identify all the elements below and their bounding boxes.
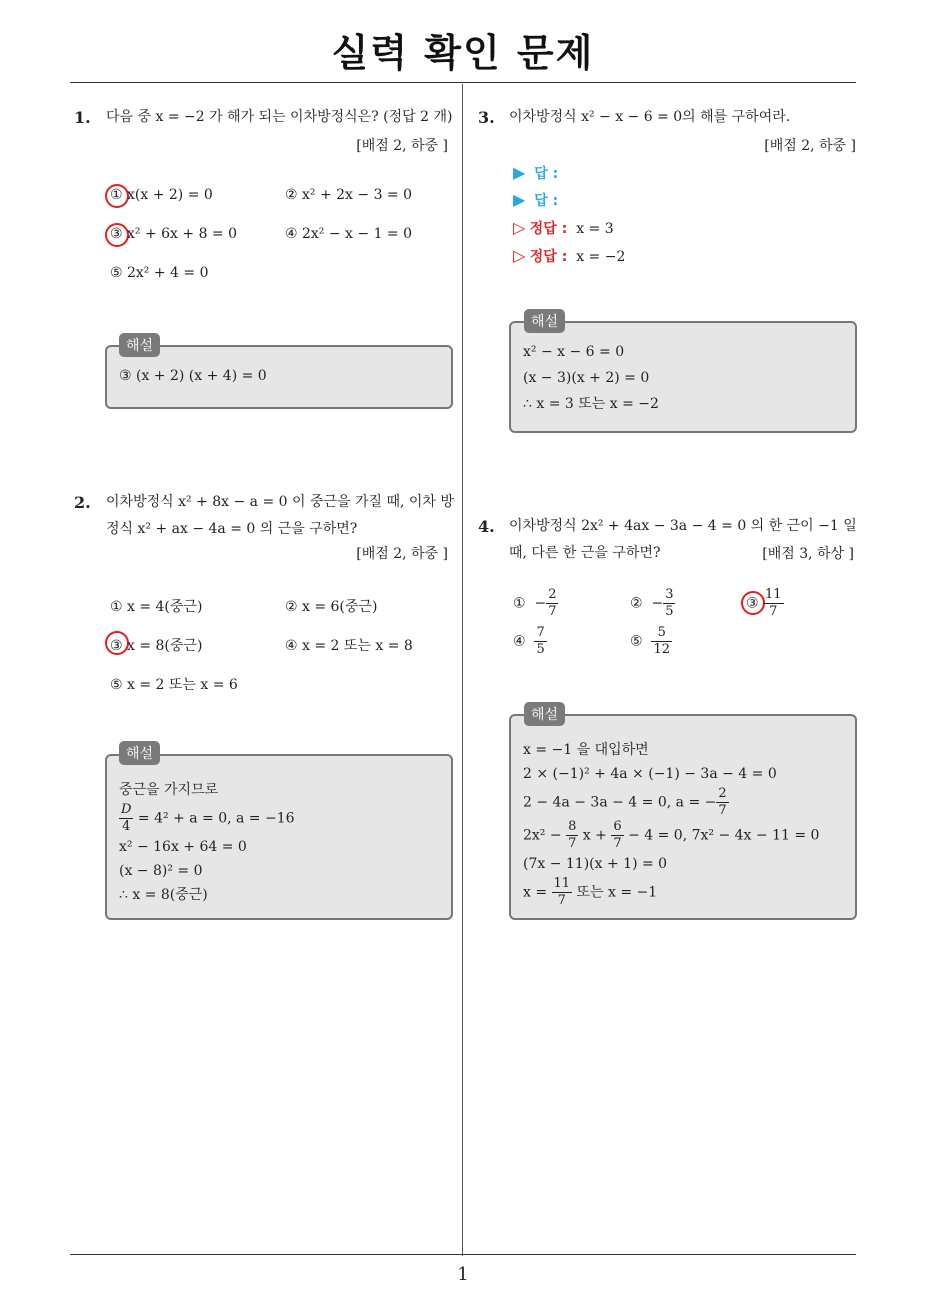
triangle-outline-icon: ▷ — [513, 246, 526, 265]
top-divider — [70, 82, 856, 83]
explanation-tag: 해설 — [119, 741, 160, 765]
explanation-box — [105, 754, 453, 920]
explanation-line: 중근을 가지므로 — [119, 782, 219, 798]
score-label: [배점 2, 하중 ] — [764, 138, 856, 154]
explanation-line: (7x − 11)(x + 1) = 0 — [523, 856, 668, 872]
explanation-box — [509, 321, 857, 433]
column-divider — [462, 84, 463, 1256]
question-text: 이차방정식 x² + 8x − a = 0 이 중근을 가질 때, 이차 방정식 x² + ax − 4a = 0 의 근을 구하면? — [106, 494, 454, 537]
explanation-line: x² − x − 6 = 0 — [523, 344, 625, 360]
question-number: 2. — [74, 493, 91, 512]
choice-1[interactable]: ① x(x + 2) = 0 — [110, 187, 213, 203]
explanation-line: x = −1 을 대입하면 — [523, 742, 649, 758]
choice-5[interactable]: ⑤ 2x² + 4 = 0 — [110, 265, 209, 281]
choice-4[interactable]: ④ 2x² − x − 1 = 0 — [285, 226, 413, 242]
page-number: 1 — [457, 1264, 469, 1285]
explanation-line: x² − 16x + 64 = 0 — [119, 839, 247, 855]
question-number: 1. — [74, 108, 91, 127]
fraction: $\frac{D}{4}$ — [121, 802, 132, 834]
choice-2[interactable]: ② x² + 2x − 3 = 0 — [285, 187, 413, 203]
explanation-line: ∴ x = 3 또는 x = −2 — [523, 396, 659, 412]
answer-line-2: ▶ 답 : — [513, 190, 559, 209]
bottom-divider — [70, 1254, 856, 1255]
explanation-line: ③ (x + 2) (x + 4) = 0 — [119, 368, 267, 384]
page-title: 실력 확인 문제 — [331, 31, 595, 75]
correct-answer-2: ▷ 정답 : x = −2 — [513, 246, 626, 265]
choice-2[interactable]: ② − $\frac{3}{5}$ — [630, 587, 674, 619]
explanation-line: (x − 8)² = 0 — [119, 863, 203, 879]
play-icon: ▶ — [513, 190, 526, 209]
choice-2[interactable]: ② x = 6(중근) — [285, 599, 378, 615]
question-text: 이차방정식 x² − x − 6 = 0의 해를 구하여라. — [509, 109, 791, 125]
score-label: [배점 3, 하상 ] — [762, 546, 854, 562]
explanation-line: 2x² − $\frac{8}{7}$ x + $\frac{6}{7}$ − 4 = 0, 7x² − 4x − 11 = 0 — [523, 819, 820, 851]
correct-answer-1: ▷ 정답 : x = 3 — [513, 218, 614, 237]
explanation-line: 2 − 4a − 3a − 4 = 0, a = − $\frac{2}{7}$ — [523, 786, 727, 818]
choice-3[interactable]: ③ x = 8(중근) — [110, 638, 203, 654]
question-text: 이차방정식 2x² + 4ax − 3a − 4 = 0 의 한 근이 −1 일 때, 다른 한 근을 구하면? — [509, 518, 857, 561]
explanation-line: ∴ x = 8(중근) — [119, 887, 208, 903]
score-label: [배점 2, 하중 ] — [356, 546, 448, 562]
choice-1[interactable]: ① x = 4(중근) — [110, 599, 203, 615]
question-text: 다음 중 x = −2 가 해가 되는 이차방정식은? (정답 2 개) — [106, 109, 453, 125]
question-number: 4. — [478, 517, 495, 536]
triangle-outline-icon: ▷ — [513, 218, 526, 237]
play-icon: ▶ — [513, 163, 526, 182]
choice-5[interactable]: ⑤ x = 2 또는 x = 6 — [110, 677, 238, 693]
score-label: [배점 2, 하중 ] — [356, 138, 448, 154]
explanation-tag: 해설 — [524, 309, 565, 333]
explanation-tag: 해설 — [524, 702, 565, 726]
choice-4[interactable]: ④ $\frac{7}{5}$ — [513, 625, 545, 657]
explanation-line: x = $\frac{11}{7}$ 또는 x = −1 — [523, 876, 658, 908]
choice-3[interactable]: ③ $\frac{11}{7}$ — [746, 587, 782, 619]
choice-3[interactable]: ③ x² + 6x + 8 = 0 — [110, 226, 238, 242]
explanation-tag: 해설 — [119, 333, 160, 357]
explanation-line: (x − 3)(x + 2) = 0 — [523, 370, 650, 386]
choice-5[interactable]: ⑤ $\frac{5}{12}$ — [630, 625, 671, 657]
explanation-box — [509, 714, 857, 920]
question-number: 3. — [478, 108, 495, 127]
answer-line-1: ▶ 답 : — [513, 163, 559, 182]
explanation-line: 2 × (−1)² + 4a × (−1) − 3a − 4 = 0 — [523, 766, 777, 782]
choice-1[interactable]: ① − $\frac{2}{7}$ — [513, 587, 557, 619]
explanation-line: $\frac{D}{4}$ = 4² + a = 0, a = −16 — [121, 802, 295, 834]
choice-4[interactable]: ④ x = 2 또는 x = 8 — [285, 638, 413, 654]
